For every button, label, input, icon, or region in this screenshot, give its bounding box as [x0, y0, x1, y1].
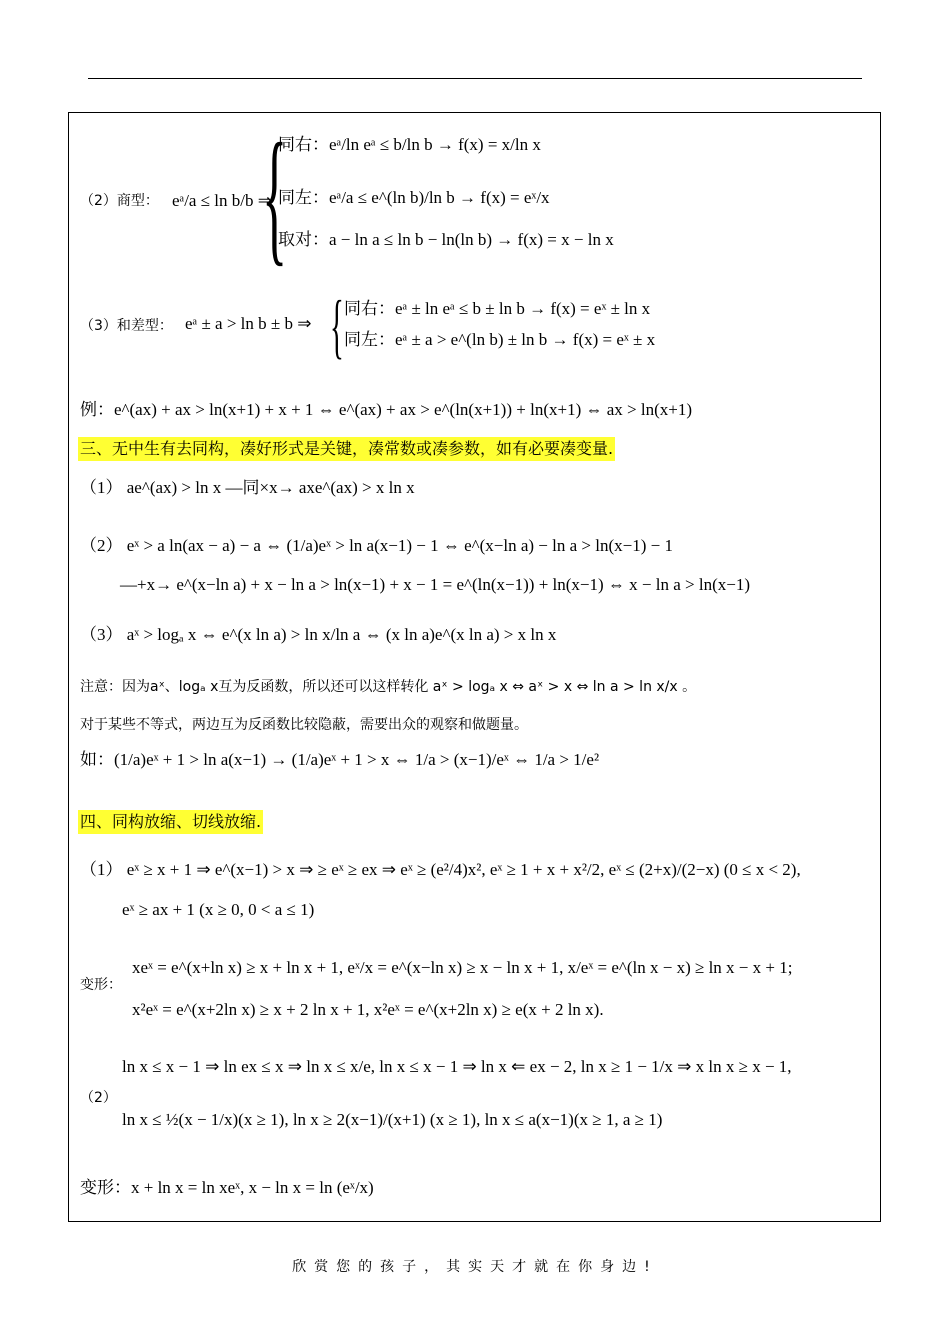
- note-2: 对于某些不等式，两边互为反函数比较隐蔽，需要出众的观察和做题量。: [80, 717, 528, 733]
- s4-item-1b: eˣ ≥ ax + 1 (x ≥ 0, 0 < a ≤ 1): [122, 900, 315, 919]
- s3-item-2a: （2） eˣ > a ln(ax − a) − a ⇔ (1/a)eˣ > ln a(x−1) − 1 ⇔ e^(x−ln a) − ln a > ln(x−1) − 1: [80, 536, 673, 555]
- note-3: 如：(1/a)eˣ + 1 > ln a(x−1) → (1/a)eˣ + 1 > x ⇔ 1/a > (x−1)/eˣ ⇔ 1/a > 1/e²: [80, 750, 600, 769]
- variant-1b: x²eˣ = e^(x+2ln x) ≥ x + 2 ln x + 1, x²eˣ = e^(x+2ln x) ≥ e(x + 2 ln x).: [132, 1000, 604, 1019]
- s4-item-2a: ln x ≤ x − 1 ⇒ ln ex ≤ x ⇒ ln x ≤ x/e, ln x ≤ x − 1 ⇒ ln x ⇐ ex − 2, ln x ≥ 1 − 1/x ⇒ x ln x ≥ x − 1,: [122, 1057, 792, 1076]
- s3-item-2b: —+x→ e^(x−ln a) + x − ln a > ln(x−1) + x − 1 = e^(ln(x−1)) + ln(x−1) ⇔ x − ln a > ln(x−1): [120, 575, 750, 594]
- s4-item-2b: ln x ≤ ½(x − 1/x)(x ≥ 1), ln x ≥ 2(x−1)/(x+1) (x ≥ 1), ln x ≤ a(x−1)(x ≥ 1, a ≥ 1): [122, 1110, 663, 1129]
- variant-1-label: 变形：: [80, 977, 122, 993]
- brace-left-icon: {: [262, 113, 288, 279]
- sumdiff-same-right: 同右：eᵃ ± ln eᵃ ≤ b ± ln b → f(x) = eˣ ± ln x: [344, 299, 651, 318]
- sumdiff-main: eᵃ ± a > ln b ± b ⇒: [185, 314, 312, 333]
- sumdiff-label: （3）和差型：: [80, 318, 173, 334]
- example-line: 例：e^(ax) + ax > ln(x+1) + x + 1 ⇔ e^(ax) + ax > e^(ln(x+1)) + ln(x+1) ⇔ ax > ln(x+1): [80, 400, 692, 419]
- note-1: 注意：因为aˣ、logₐ x互为反函数，所以还可以这样转化 aˣ > logₐ x ⇔ aˣ > x ⇔ ln a > ln x/x 。: [80, 679, 697, 695]
- quotient-main: eᵃ/a ≤ ln b/b ⇒: [172, 191, 272, 210]
- header-rule: [88, 78, 862, 79]
- sumdiff-same-left: 同左：eᵃ ± a > e^(ln b) ± ln b → f(x) = eˣ ± x: [344, 330, 656, 349]
- section-3-heading: 三、无中生有去同构，凑好形式是关键，凑常数或凑参数，如有必要凑变量.: [78, 437, 615, 461]
- variant-2: 变形：x + ln x = ln xeˣ, x − ln x = ln (eˣ/x): [80, 1178, 374, 1197]
- variant-1a: xeˣ = e^(x+ln x) ≥ x + ln x + 1, eˣ/x = e^(x−ln x) ≥ x − ln x + 1, x/eˣ = e^(ln x − x) ≥ ln x − x + 1;: [132, 958, 793, 977]
- s4-item-2-label: （2）: [80, 1090, 117, 1106]
- page-footer: 欣赏您的孩子，其实天才就在你身边!: [292, 1259, 658, 1275]
- quotient-same-right: 同右：eᵃ/ln eᵃ ≤ b/ln b → f(x) = x/ln x: [278, 135, 541, 154]
- section-4-heading: 四、同构放缩、切线放缩.: [78, 810, 263, 834]
- s4-item-1a: （1） eˣ ≥ x + 1 ⇒ e^(x−1) > x ⇒ ≥ eˣ ≥ ex ⇒ eˣ ≥ (e²/4)x², eˣ ≥ 1 + x + x²/2, eˣ ≤ (2+x)/(2−x) (0 ≤ x < 2),: [80, 860, 801, 879]
- content-frame: [68, 112, 881, 1222]
- s3-item-3: （3） aˣ > logₐ x ⇔ e^(x ln a) > ln x/ln a ⇔ (x ln a)e^(x ln a) > x ln x: [80, 625, 557, 644]
- quotient-same-left: 同左：eᵃ/a ≤ e^(ln b)/ln b → f(x) = eˣ/x: [278, 188, 550, 207]
- brace-left-icon: {: [330, 286, 344, 366]
- quotient-label: （2）商型：: [80, 193, 159, 209]
- quotient-take-log: 取对：a − ln a ≤ ln b − ln(ln b) → f(x) = x − ln x: [278, 230, 614, 249]
- s3-item-1: （1） ae^(ax) > ln x —同×x→ axe^(ax) > x ln x: [80, 478, 415, 497]
